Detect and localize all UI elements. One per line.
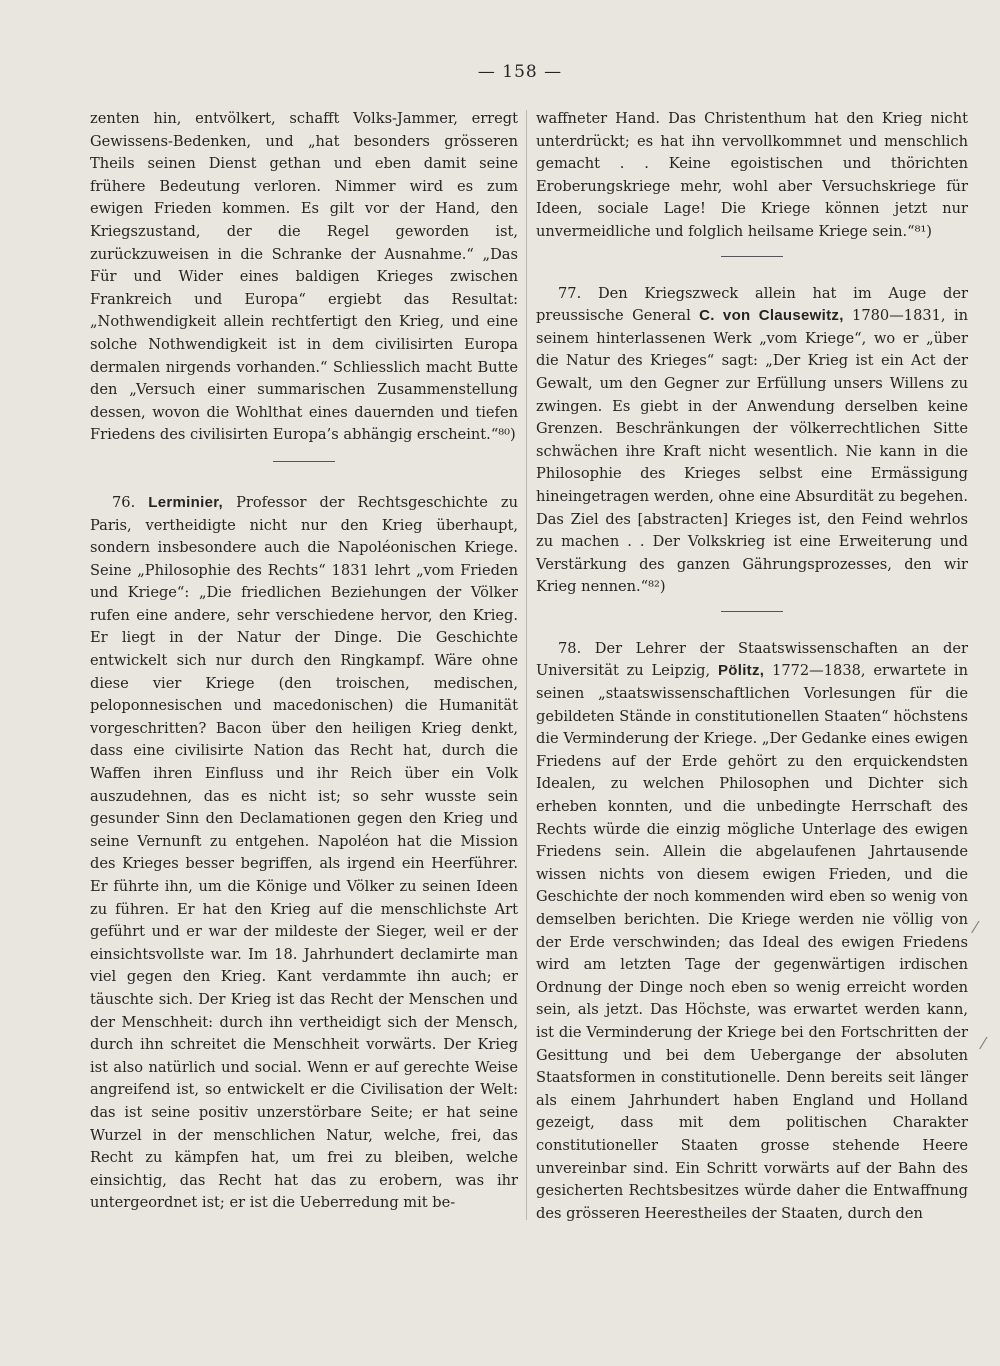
author-name: C. von Clausewitz,: [699, 307, 844, 325]
right-column: [536, 108, 968, 1225]
paragraph-lead: Den Kriegszweck allein hat im Auge der preussische General: [536, 284, 968, 325]
paragraph-77: [536, 283, 968, 599]
paragraph-continuation: waffneter Hand. Das Christenthum hat den Krieg nicht unterdrückt; es hat ihn vervollkommnet und menschlich gemacht . . Keine egoistischen und thörichten Eroberungskriege mehr, wohl aber Versuchskriege für Ideen, sociale Lage! Die Kriege können jetzt nur unvermeidliche und folglich heilsame Kriege sein.“⁸¹): [536, 110, 968, 240]
page-number: — 158 —: [477, 62, 563, 82]
paragraph-text: 1772—1838, erwartete in seinen „staatswissenschaftlichen Vorlesungen für die gebildeten Stände in constitutionellen Staaten“ höchstens die Verminderung der Kriege. „Der Gedanke eines ewigen Friedens auf der Erde gehört zu den erquickendsten Idealen, zu welchen Philosophen und Dichter sich erheben konnten, und die unbedingte Herrschaft des Rechts würde die einzig mögliche Unterlage des ewigen Friedens sein. Allein die abgelaufenen Jahrtausende wissen nichts von diesem ewigen Frieden, und die Geschichte der noch kommenden wird eben so wenig von demselben berichten. Die Kriege werden nie völlig von der Erde verschwinden; das Ideal des ewigen Friedens wird am letzten Tage der gegenwärtigen irdischen Ordnung der Dinge noch eben so wenig erreicht worden sein, als jetzt. Das Höchste, was erwartet werden kann, ist die Verminderung der Kriege bei den Fortschritten der Gesittung und bei dem Uebergange der absoluten Staatsformen in constitutionelle. Denn bereits seit länger als einem Jahrhundert haben England und Holland gezeigt, dass mit dem politischen Charakter constitutioneller Staaten grosse stehende Heere unvereinbar sind. Ein Schritt vorwärts auf der Bahn des gesicherten Rechtsbesitzes würde daher die Entwaffnung des grösseren Heerestheiles der Staaten, durch den: [536, 662, 968, 1222]
section-number: 77.: [558, 284, 582, 302]
section-separator: [721, 256, 783, 257]
paragraph-lead: Der Lehrer der Staatswissenschaften an der Universität zu Leipzig,: [536, 639, 968, 680]
column-divider: [526, 110, 527, 1220]
paragraph-76: [90, 492, 518, 1215]
section-separator: [273, 461, 335, 462]
author-name: Pölitz,: [717, 662, 765, 680]
section-number: 78.: [558, 639, 582, 657]
paragraph-78: [536, 638, 968, 1225]
paragraph-continuation: zenten hin, entvölkert, schafft Volks-Jammer, erregt Gewissens-Bedenken, und „hat besonders grösseren Theils seinen Dienst gethan und eben damit seine frühere Bedeutung verloren. Nimmer wird es zum ewigen Frieden kommen. Es gilt vor der Hand, den Kriegszustand, der die Regel geworden ist, zurückzuweisen in die Schranke der Ausnahme.“ „Das Für und Wider eines baldigen Krieges zwischen Frankreich und Europa“ ergiebt das Resultat: „Nothwendigkeit allein rechtfertigt den Krieg, und eine solche Nothwendigkeit ist in dem civilisirten Europa dermalen nirgends vorhanden.“ Schliesslich macht Butte den „Versuch einer summarischen Zusammenstellung dessen, wovon die Wohlthat eines dauernden und tiefen Friedens des civilisirten Europa’s abhängig erscheint.“⁸⁰): [90, 110, 518, 444]
paragraph-text: 1780—1831, in seinem hinterlassenen Werk „vom Kriege“, wo er „über die Natur des Krieges“ sagt: „Der Krieg ist ein Act der Gewalt, um den Gegner zur Erfüllung unsers Willens zu zwingen. Es giebt in der Anwendung derselben keine Grenzen. Beschränkungen der völkerrechtlichen Sitte schwächen ihre Kraft nicht wesentlich. Nie kann in die Philosophie des Krieges selbst eine Ermässigung hineingetragen werden, ohne eine Absurdität zu begehen. Das Ziel des [abstracten] Krieges ist, den Feind wehrlos zu machen . . Der Volkskrieg ist eine Erweiterung und Verstärkung des ganzen Gährungsprozesses, den wir Krieg nennen.“⁸²): [536, 307, 969, 596]
section-separator: [721, 611, 783, 612]
section-number: 76.: [112, 493, 136, 511]
paragraph-text: Professor der Rechtsgeschichte zu Paris, vertheidigte nicht nur den Krieg überhaupt, sondern insbesondere auch die Napoléonischen Kriege. Seine „Philosophie des Rechts“ 1831 lehrt „vom Frieden und Kriege“: „Die friedlichen Beziehungen der Völker rufen eine andere, sehr verschiedene hervor, den Krieg. Er liegt in der Natur der Dinge. Die Geschichte entwickelt sich nur durch den Ringkampf. Wäre ohne diese vier Kriege (den troischen, medischen, peloponnesischen und macedonischen) die Humanität vorgeschritten? Bacon über den heiligen Krieg denkt, dass eine civilisirte Nation das Recht hat, durch die Waffen ihren Einfluss und ihr Reich über ein Volk auszudehnen, das es nicht ist; so sehr wusste sein gesunder Sinn den Declamationen gegen den Krieg und seine Vernunft zu entgehen. Napoléon hat die Mission des Krieges besser begriffen, als irgend ein Heerführer. Er führte ihn, um die Könige und Völker zu seinen Ideen zu führen. Er hat den Krieg auf die menschlichste Art geführt und er war der mildeste der Sieger, weil er der einsichtsvollste war. Im 18. Jahrhundert declamirte man viel gegen den Krieg. Kant verdammte ihn auch; er täuschte sich. Der Krieg ist das Recht der Menschen und der Menschheit: durch ihn vertheidigt sich der Mensch, durch ihn schreitet die Menschheit vorwärts. Der Krieg ist also natürlich und social. Wenn er auf gerechte Weise angreifend ist, so entwickelt er die Civilisation der Welt: das ist seine positiv unzerstörbare Seite; er hat seine Wurzel in der menschlichen Natur, welche, frei, das Recht zu kämpfen hat, um frei zu bleiben, welche einsichtig, das Recht hat das zu erobern, was ihr untergeordnet ist; er ist die Ueberredung mit be-: [90, 493, 519, 1212]
pencil-mark: ⁄: [982, 1034, 985, 1053]
author-name: Lerminier,: [148, 493, 223, 511]
left-column: [90, 108, 518, 1215]
pencil-mark: ⁄: [974, 918, 977, 937]
